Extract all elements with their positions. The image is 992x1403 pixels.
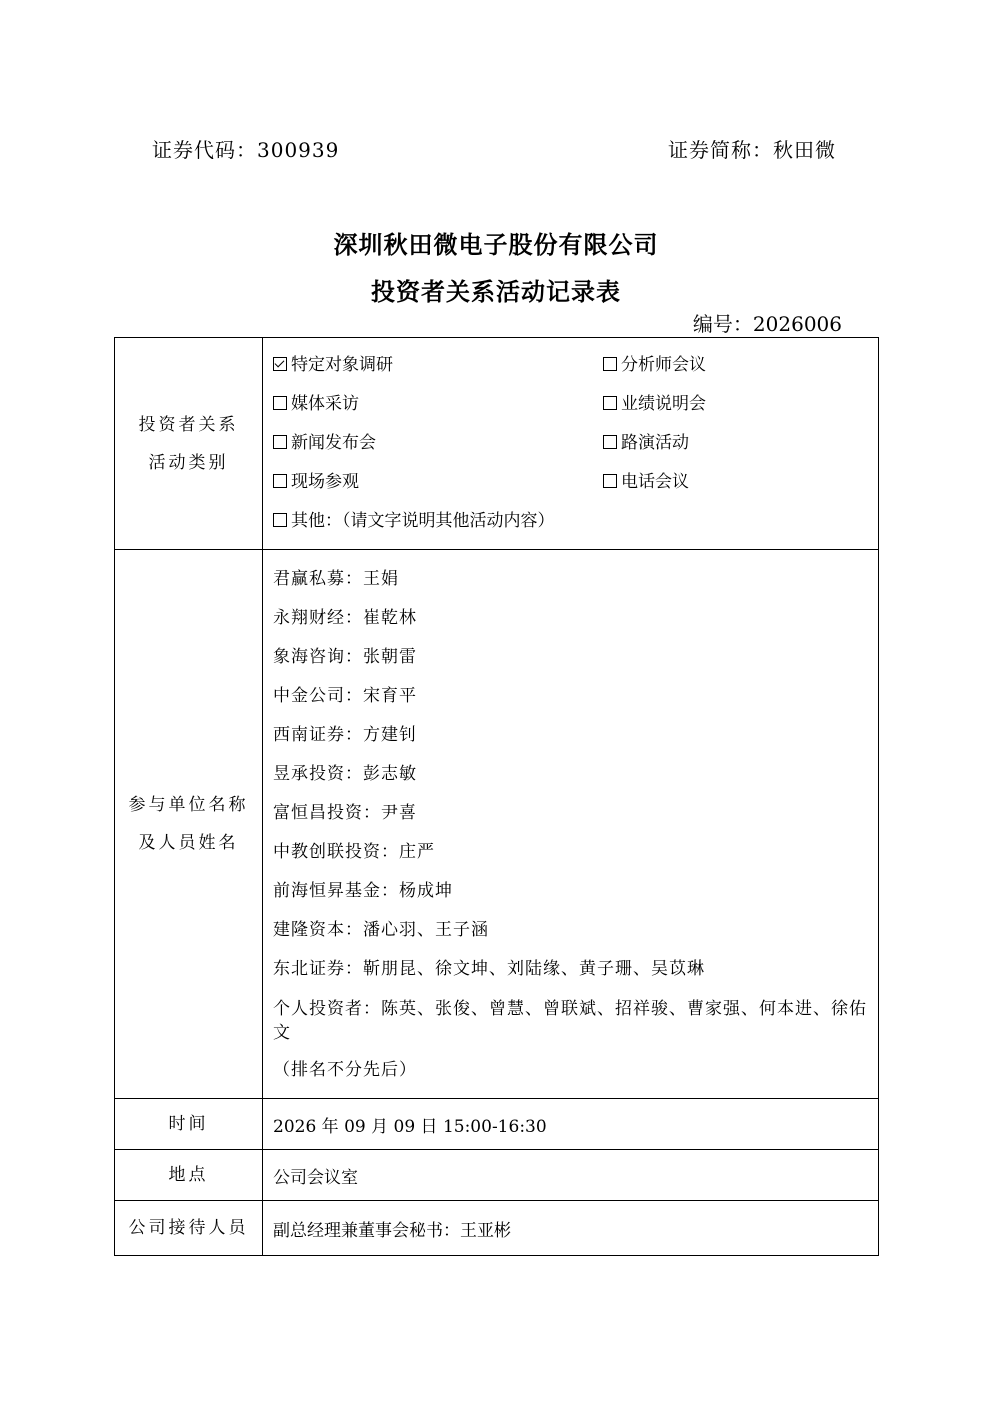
participants-label-line1: 参与单位名称 (128, 795, 249, 815)
unchecked-box-icon (603, 435, 617, 449)
time-row (115, 1099, 879, 1150)
activity-category-item (603, 424, 870, 463)
activity-category-item (603, 463, 870, 502)
participant-list (273, 550, 870, 1098)
participant-line: 建隆资本：潘心羽、王子涵 (273, 920, 489, 940)
individual-investors: 个人投资者：陈英、张俊、曾慧、曾联斌、招祥骏、曹家强、何本进、徐佑文 (273, 999, 867, 1043)
unchecked-box-icon (603, 474, 617, 488)
activity-category-label: 其他：（请文字说明其他活动内容） (291, 511, 555, 531)
activity-category-label: 业绩说明会 (621, 394, 706, 414)
participants-content (263, 550, 879, 1099)
participant-line: 君赢私募：王娟 (273, 569, 399, 589)
participant-line: 东北证券：靳朋昆、徐文坤、刘陆缘、黄子珊、吴苡琳 (273, 959, 705, 979)
participant-line: 中教创联投资：庄严 (273, 842, 435, 862)
stock-short-name: 证券简称：秋田微 (668, 138, 836, 162)
document-number: 编号：2026006 (692, 312, 842, 336)
participant-line: 富恒昌投资：尹喜 (273, 803, 417, 823)
activity-label-line1: 投资者关系 (138, 414, 239, 435)
checked-box-icon (273, 357, 287, 371)
time-label: 时间 (115, 1099, 263, 1150)
stock-code: 证券代码：300939 (152, 138, 340, 162)
activity-category-label: 路演活动 (621, 433, 689, 453)
activity-label-line2: 活动类别 (148, 452, 229, 473)
participant-line: 昱承投资：彭志敏 (273, 764, 417, 784)
unchecked-box-icon (603, 357, 617, 371)
unchecked-box-icon (273, 435, 287, 449)
time-value: 2026 年 09 月 09 日 15:00-16:30 (263, 1099, 879, 1150)
staff-row (115, 1201, 879, 1256)
participant-line: 西南证券：方建钊 (273, 725, 417, 745)
activity-category-item (603, 346, 870, 385)
participant-line: 象海咨询：张朝雷 (273, 647, 417, 667)
company-title: 深圳秋田微电子股份有限公司 (333, 230, 659, 259)
place-value: 公司会议室 (263, 1150, 879, 1201)
activity-category-label: 特定对象调研 (291, 355, 393, 375)
unchecked-box-icon (273, 474, 287, 488)
activity-category-item (273, 346, 603, 385)
activity-category-item (273, 385, 603, 424)
activity-category-label: 媒体采访 (291, 394, 359, 414)
participants-label-line2: 及人员姓名 (138, 833, 239, 853)
staff-value: 副总经理兼董事会秘书：王亚彬 (263, 1201, 879, 1256)
participant-line: 永翔财经：崔乾林 (273, 608, 417, 628)
activity-row (115, 338, 879, 550)
participants-row (115, 550, 879, 1099)
place-row (115, 1150, 879, 1201)
activity-label (115, 338, 263, 550)
activity-category-label: 分析师会议 (621, 355, 706, 375)
activity-category-item (273, 424, 603, 463)
activity-category-item (273, 463, 603, 502)
activity-category-label: 新闻发布会 (291, 433, 376, 453)
staff-label: 公司接待人员 (115, 1201, 263, 1256)
activity-category-label: 现场参观 (291, 472, 359, 492)
form-title: 投资者关系活动记录表 (371, 277, 621, 306)
ordering-note: （排名不分先后） (273, 1060, 417, 1080)
record-table (114, 337, 879, 1256)
activity-category-item (273, 502, 870, 541)
unchecked-box-icon (603, 396, 617, 410)
activity-categories (263, 338, 879, 550)
unchecked-box-icon (273, 396, 287, 410)
participants-label (115, 550, 263, 1099)
participant-line: 前海恒昇基金：杨成坤 (273, 881, 453, 901)
activity-category-label: 电话会议 (621, 472, 689, 492)
participant-line: 中金公司：宋育平 (273, 686, 417, 706)
activity-category-item (603, 385, 870, 424)
category-grid (273, 338, 870, 549)
unchecked-box-icon (273, 513, 287, 527)
place-label: 地点 (115, 1150, 263, 1201)
